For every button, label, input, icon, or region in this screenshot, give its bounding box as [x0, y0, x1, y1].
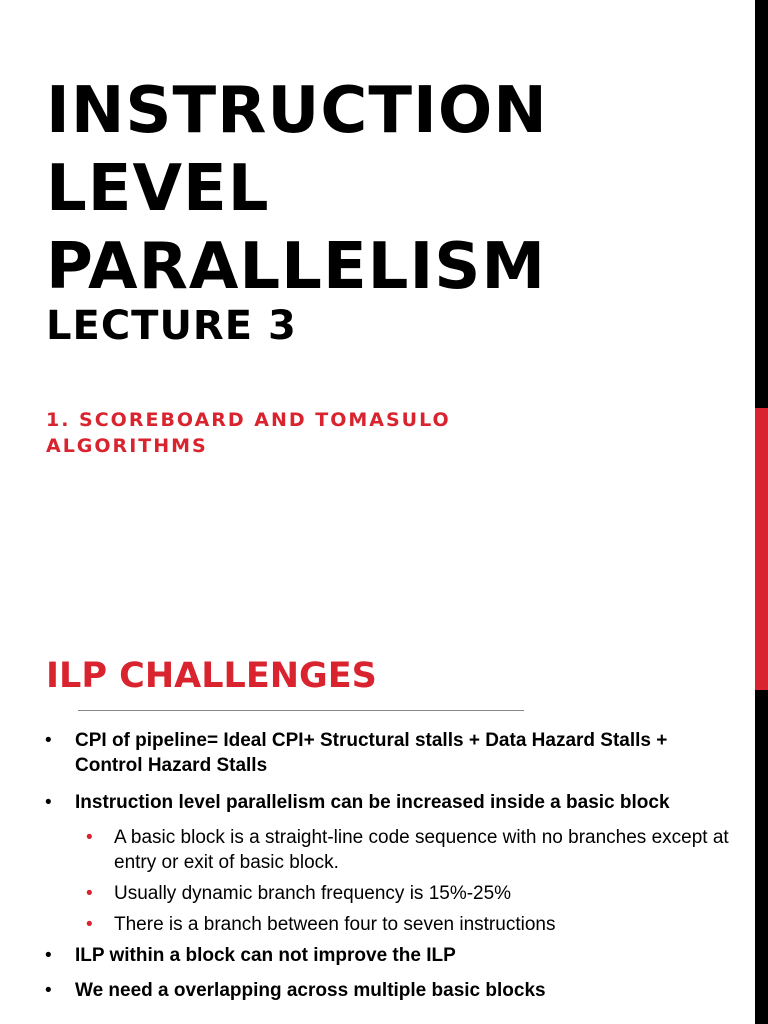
bullet-text: Instruction level parallelism can be increased inside a basic block — [75, 792, 670, 813]
bullet-icon: • — [45, 730, 52, 751]
sub-bullet-item — [0, 881, 740, 906]
sub-bullet-item — [0, 825, 740, 875]
bullet-item — [0, 978, 740, 1003]
bullet-text: ILP within a block can not improve the ILP — [75, 945, 456, 966]
sub-bullet-text: A basic block is a straight-line code sequence with no branches except at entry or exit of basic block. — [114, 827, 729, 873]
title-divider — [78, 710, 524, 711]
bullet-list — [0, 728, 740, 1003]
sub-bullet-icon: • — [86, 883, 93, 904]
bullet-text: We need a overlapping across multiple basic blocks — [75, 980, 546, 1001]
sub-bullet-icon: • — [86, 914, 93, 935]
lecture-number: LECTURE 3 — [46, 303, 297, 349]
bullet-icon: • — [45, 945, 52, 966]
sub-bullet-text: There is a branch between four to seven instructions — [114, 914, 556, 935]
slide-subtitle: 1. SCOREBOARD AND TOMASULO ALGORITHMS — [46, 409, 451, 457]
bullet-icon: • — [45, 792, 52, 813]
sub-bullet-text: Usually dynamic branch frequency is 15%-25% — [114, 883, 512, 904]
bullet-item — [0, 728, 740, 778]
section-title: ILP CHALLENGES — [46, 656, 377, 696]
sub-bullet-icon: • — [86, 827, 93, 848]
slide-title — [46, 72, 746, 306]
bullet-icon: • — [45, 980, 52, 1001]
bullet-item — [0, 790, 740, 815]
sub-bullet-item — [0, 912, 740, 937]
side-accent-bar-top — [755, 0, 768, 408]
title-line-1: INSTRUCTION — [46, 74, 548, 148]
side-accent-bar-bottom — [755, 690, 768, 1024]
title-line-3: PARALLELISM — [46, 230, 547, 304]
title-line-2: LEVEL — [46, 152, 270, 226]
bullet-item — [0, 943, 740, 968]
side-accent-bar-red — [755, 408, 768, 690]
bullet-text: CPI of pipeline= Ideal CPI+ Structural stalls + Data Hazard Stalls + Control Hazard Stalls — [75, 730, 668, 776]
